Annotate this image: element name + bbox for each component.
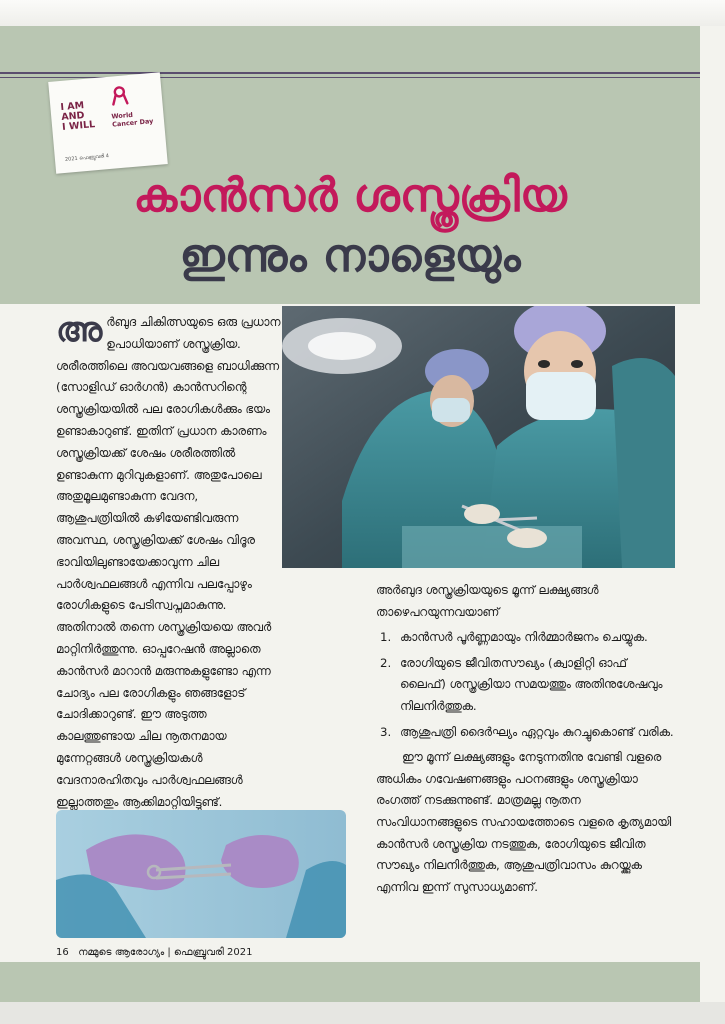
gloved-hands-photo [56, 810, 346, 938]
article-right-column [376, 580, 676, 898]
scan-margin-top [0, 0, 725, 26]
page-number: 16 [56, 947, 69, 958]
goal-text: ആശുപത്രി ദൈർഘ്യം ഏറ്റവും കുറച്ചുകൊണ്ട് വരിക. [400, 724, 674, 739]
badge-line-2: AND [60, 110, 85, 124]
article-body-right: ഈ മൂന്ന് ലക്ഷ്യങ്ങളും നേടുന്നതിനു വേണ്ടി വളരെ അധികം ഗവേഷണങ്ങളും പഠനങ്ങളും ശസ്ത്രക്രിയാ രംഗത്ത് നടക്കുന്നുണ്ട്. മാത്രമല്ല നൂതന സംവിധാനങ്ങളുടെ സഹായത്തോടെ വളരെ കൃത്യമായി കാൻസർ ശസ്ത്രക്രിയ നടത്തുക, രോഗിയുടെ ജീവിത സൗഖ്യം നിലനിർത്തുക, ആശുപത്രിവാസം കുറയ്ക്കുക എന്നിവ ഇന്ന് സുസാധ്യമാണ്. [376, 750, 672, 894]
drop-cap: അ [56, 310, 103, 350]
goal-number: 1. [380, 630, 392, 645]
badge-event-name: World Cancer Day [111, 110, 154, 129]
footer-band [0, 962, 700, 1002]
goal-item-1 [376, 627, 676, 649]
badge-slogan [60, 100, 102, 133]
article-body-left: ർബുദ ചികിത്സയുടെ ഒരു പ്രധാന ഉപാധിയാണ് ശസ്ത്രക്രിയ. ശരീരത്തിലെ അവയവങ്ങളെ ബാധിക്കുന്ന (സോളിഡ് ഓർഗൻ) കാൻസറിന്റെ ശസ്ത്രക്രിയയിൽ പല രോഗികൾക്കും ഭയം ഉണ്ടാകാറുണ്ട്. ഇതിന് പ്രധാന കാരണം ശസ്ത്രക്രിയക്ക് ശേഷം ശരീരത്തിൽ ഉണ്ടാകുന്ന മുറിവുകളാണ്. അതുപോലെ അതുമൂലമുണ്ടാകുന്ന വേദന, ആശുപത്രിയിൽ കഴിയേണ്ടിവരുന്ന അവസ്ഥ, ശസ്ത്രക്രിയക്ക് ശേഷം വിദൂര ഭാവിയിലുണ്ടായേക്കാവുന്ന ചില പാർശ്വഫലങ്ങൾ എന്നിവ പലപ്പോഴും രോഗികളുടെ പേടിസ്വപ്നമാകുന്നു. അതിനാൽ തന്നെ ശസ്ത്രക്രിയയെ അവർ മാറ്റിനിർത്തുന്നു. ഓപ്പറേഷൻ അല്ലാതെ കാൻസർ മാറാൻ മരുന്നുകളുണ്ടോ എന്ന ചോദ്യം പല രോഗികളും ഞങ്ങളോട് ചോദിക്കാറുണ്ട്. ഈ അടുത്ത കാലത്തുണ്ടായ ചില നൂതനമായ മുന്നേറ്റങ്ങൾ ശസ്ത്രക്രിയകൾ വേദനാരഹിതവും പാർശ്വഫലങ്ങൾ ഇല്ലാത്തതും ആക്കിമാറ്റിയിട്ടുണ്ട്. [56, 315, 281, 809]
goal-number: 2. [380, 655, 392, 670]
badge-date: 2021 ഫെബ്രുവരി 4 [64, 153, 110, 163]
goal-item-2 [376, 653, 676, 718]
article-left-column [56, 312, 282, 813]
headline-line-2: ഇന്നും നാളെയും [179, 228, 521, 282]
headline-line-1: കാൻസർ ശസ്ത്രക്രിയ [133, 168, 567, 222]
badge-line-1: I AM [59, 100, 85, 114]
goals-intro: അർബുദ ശസ്ത്രക്രിയയുടെ മൂന്ന് ലക്ഷ്യങ്ങൾ താഴെപറയുന്നവയാണ് [376, 583, 599, 619]
page-footer [56, 947, 252, 958]
goal-text: രോഗിയുടെ ജീവിതസൗഖ്യം (ക്വാളിറ്റി ഓഫ് ലൈഫ്) ശസ്ത്രക്രിയാ സമയത്തും അതിനുശേഷവും നിലനിർത്തുക. [400, 655, 663, 713]
surgeons-photo [282, 306, 675, 568]
header-rule [0, 72, 700, 74]
world-cancer-day-logo-icon [109, 85, 131, 107]
goal-number: 3. [380, 724, 392, 739]
badge-line-3: I WILL [61, 119, 96, 133]
goal-text: കാൻസർ പൂർണ്ണമായും നിർമ്മാർജനം ചെയ്യുക. [400, 630, 648, 645]
world-cancer-day-badge [48, 72, 168, 173]
footer-separator: | [167, 947, 171, 958]
scan-margin-bottom [0, 1002, 725, 1024]
magazine-name: നമ്മുടെ ആരോഗ്യം [78, 947, 165, 958]
issue-date: ഫെബ്രുവരി 2021 [173, 947, 253, 958]
goal-item-3 [376, 722, 676, 744]
